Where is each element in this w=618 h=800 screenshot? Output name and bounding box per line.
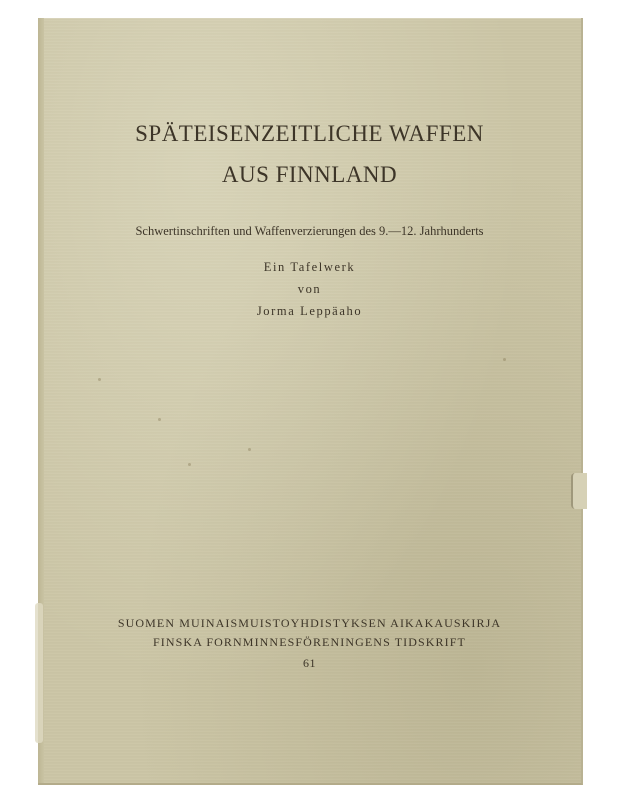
title-line-2: AUS FINNLAND: [221, 162, 398, 187]
series-title-swedish: FINSKA FORNMINNESFÖRENINGENS TIDSKRIFT: [153, 635, 466, 649]
book-cover: [38, 18, 583, 785]
work-type: Ein Tafelwerk: [263, 260, 356, 274]
by-line: von: [297, 282, 322, 296]
series-title-finnish: SUOMEN MUINAISMUISTOYHDISTYKSEN AIKAKAUSKIRJA: [117, 616, 502, 630]
title-line-1: SPÄTEISENZEITLICHE WAFFEN: [135, 121, 484, 146]
stain-speck: [248, 448, 251, 451]
stain-speck: [503, 358, 506, 361]
frayed-corner: [571, 473, 587, 509]
stain-speck: [188, 463, 191, 466]
stain-speck: [98, 378, 101, 381]
volume-number: 61: [303, 656, 316, 670]
subtitle: Schwertinschriften und Waffenverzierungen des 9.—12. Jahrhunderts: [135, 224, 484, 238]
author-name: Jorma Leppäaho: [256, 304, 363, 318]
stain-speck: [158, 418, 161, 421]
